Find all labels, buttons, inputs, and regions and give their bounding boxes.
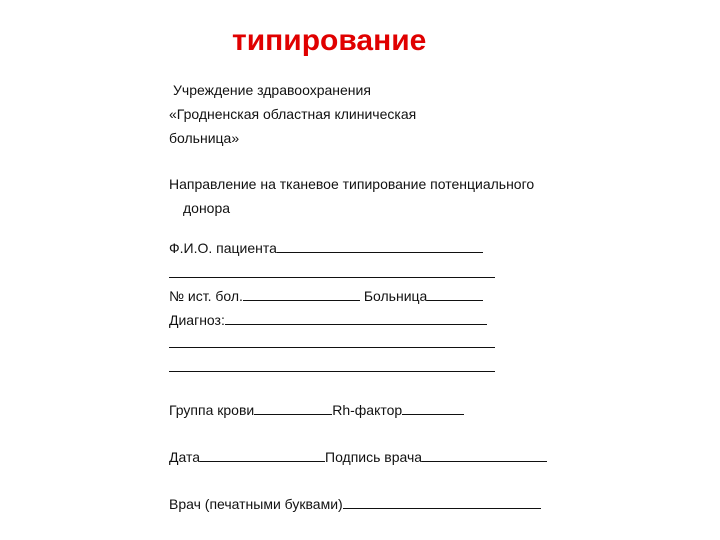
diagnosis-line-2[interactable] — [169, 347, 495, 348]
institution-line-3: больница» — [169, 130, 240, 146]
institution-line-2: «Гродненская областная клиническая — [169, 106, 417, 122]
patient-name-label: Ф.И.О. пациента — [169, 240, 277, 256]
hospital-field[interactable] — [427, 286, 483, 301]
patient-name-continuation-line[interactable] — [169, 277, 495, 278]
patient-name-field[interactable] — [277, 238, 483, 253]
history-hospital-row — [169, 286, 483, 306]
patient-name-row — [169, 238, 483, 258]
diagnosis-label: Диагноз: — [169, 312, 225, 328]
history-number-field[interactable] — [243, 286, 360, 301]
doctor-name-field[interactable] — [343, 494, 541, 509]
hospital-label: Больница — [363, 288, 428, 304]
institution-block — [169, 78, 416, 150]
date-field[interactable] — [200, 447, 325, 462]
institution-line-1: Учреждение здравоохранения — [173, 82, 371, 98]
page-title: типирование — [232, 24, 427, 57]
blood-rh-row — [169, 400, 464, 420]
date-signature-row — [169, 447, 547, 467]
referral-line-1: Направление на тканевое типирование потенциального — [169, 176, 535, 192]
blood-group-label: Группа крови — [169, 402, 255, 418]
doctor-signature-field[interactable] — [422, 447, 547, 462]
blood-group-field[interactable] — [254, 400, 332, 415]
rh-factor-label: Rh-фактор — [332, 402, 403, 418]
rh-factor-field[interactable] — [402, 400, 464, 415]
referral-line-2: донора — [183, 200, 231, 216]
doctor-name-label: Врач (печатными буквами) — [169, 496, 343, 512]
referral-heading — [169, 172, 534, 220]
history-number-label: № ист. бол. — [169, 288, 243, 304]
date-label: Дата — [169, 449, 201, 465]
doctor-name-row — [169, 494, 541, 514]
diagnosis-line-3[interactable] — [169, 371, 495, 372]
diagnosis-row — [169, 310, 487, 330]
doctor-signature-label: Подпись врача — [325, 449, 423, 465]
diagnosis-field[interactable] — [225, 310, 487, 325]
